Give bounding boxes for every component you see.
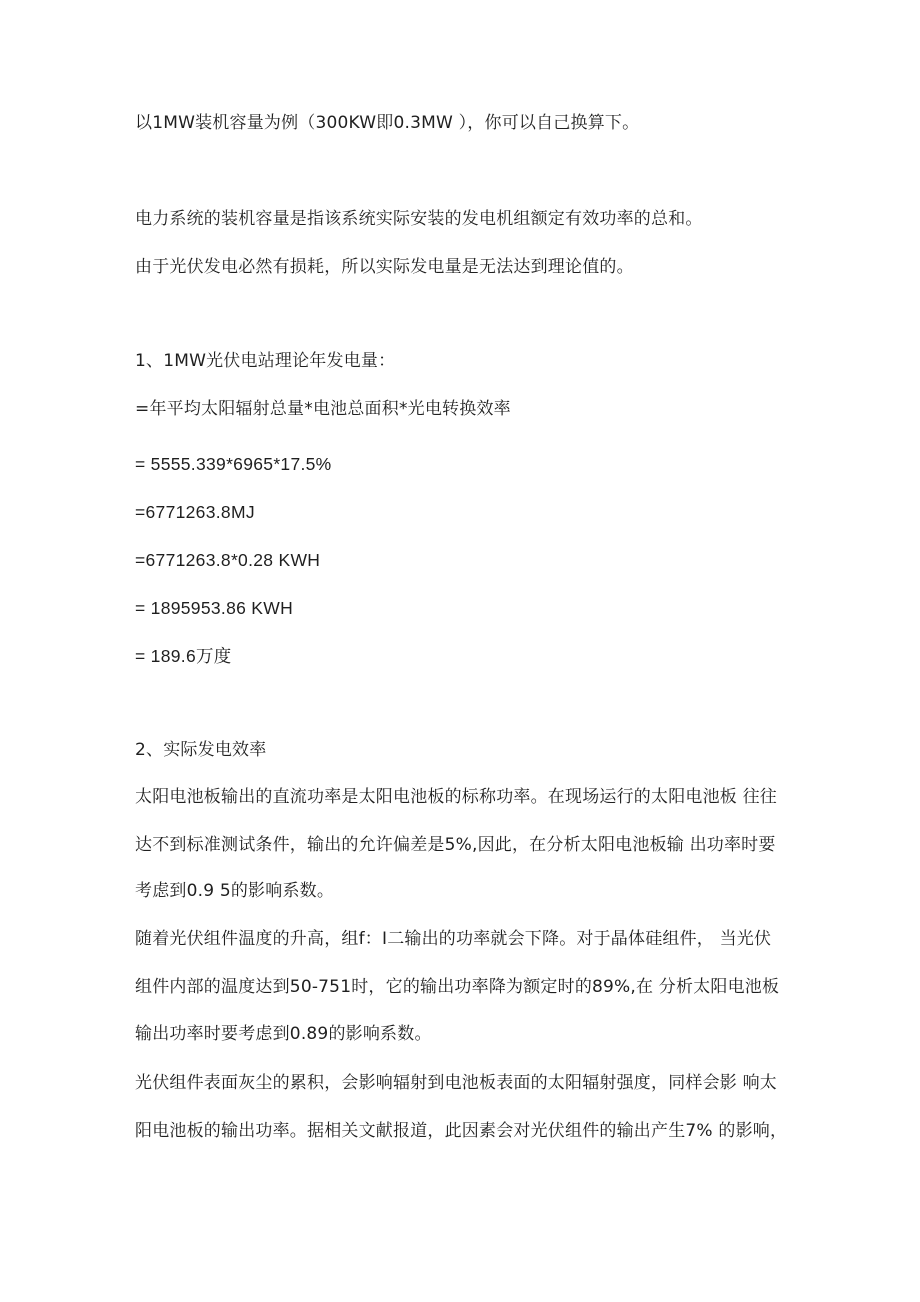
formula-line: =年平均太阳辐射总量*电池总面积*光电转换效率	[135, 399, 511, 419]
paragraph-line: 考虑到0.9 5的影响系数。	[135, 881, 335, 901]
paragraph-line: 输出功率时要考虑到0.89的影响系数。	[135, 1024, 432, 1044]
paragraph-line: 达不到标准测试条件，输出的允许偏差是5%,因此，在分析太阳电池板输 出功率时要	[135, 835, 776, 855]
formula-line: =6771263.8*0.28 KWH	[135, 550, 321, 570]
section-2-heading: 2、实际发电效率	[135, 740, 267, 760]
formula-line: =6771263.8MJ	[135, 502, 255, 522]
paragraph-line: 阳电池板的输出功率。据相关文献报道，此因素会对光伏组件的输出产生7% 的影响，	[135, 1121, 788, 1141]
loss-note-text: 由于光伏发电必然有损耗，所以实际发电量是无法达到理论值的。	[135, 257, 634, 277]
paragraph-line: 光伏组件表面灰尘的累积，会影响辐射到电池板表面的太阳辐射强度，同样会影 响太	[135, 1073, 778, 1093]
paragraph-line: 随着光伏组件温度的升高，组f：I二输出的功率就会下降。对于晶体硅组件， 当光伏	[135, 929, 772, 949]
formula-line: = 5555.339*6965*17.5%	[135, 454, 332, 474]
paragraph-line: 组件内部的温度达到50-751时，它的输出功率降为额定时的89%,在 分析太阳电池板	[135, 977, 780, 997]
intro-text: 以1MW装机容量为例（300KW即0.3MW ），你可以自己换算下。	[135, 113, 640, 133]
paragraph-line: 太阳电池板输出的直流功率是太阳电池板的标称功率。在现场运行的太阳电池板 往往	[135, 787, 778, 807]
definition-text: 电力系统的装机容量是指该系统实际安装的发电机组额定有效功率的总和。	[135, 209, 703, 229]
formula-line: = 1895953.86 KWH	[135, 598, 294, 618]
section-1-heading: 1、1MW光伏电站理论年发电量：	[135, 351, 396, 371]
formula-line: = 189.6万度	[135, 646, 232, 666]
